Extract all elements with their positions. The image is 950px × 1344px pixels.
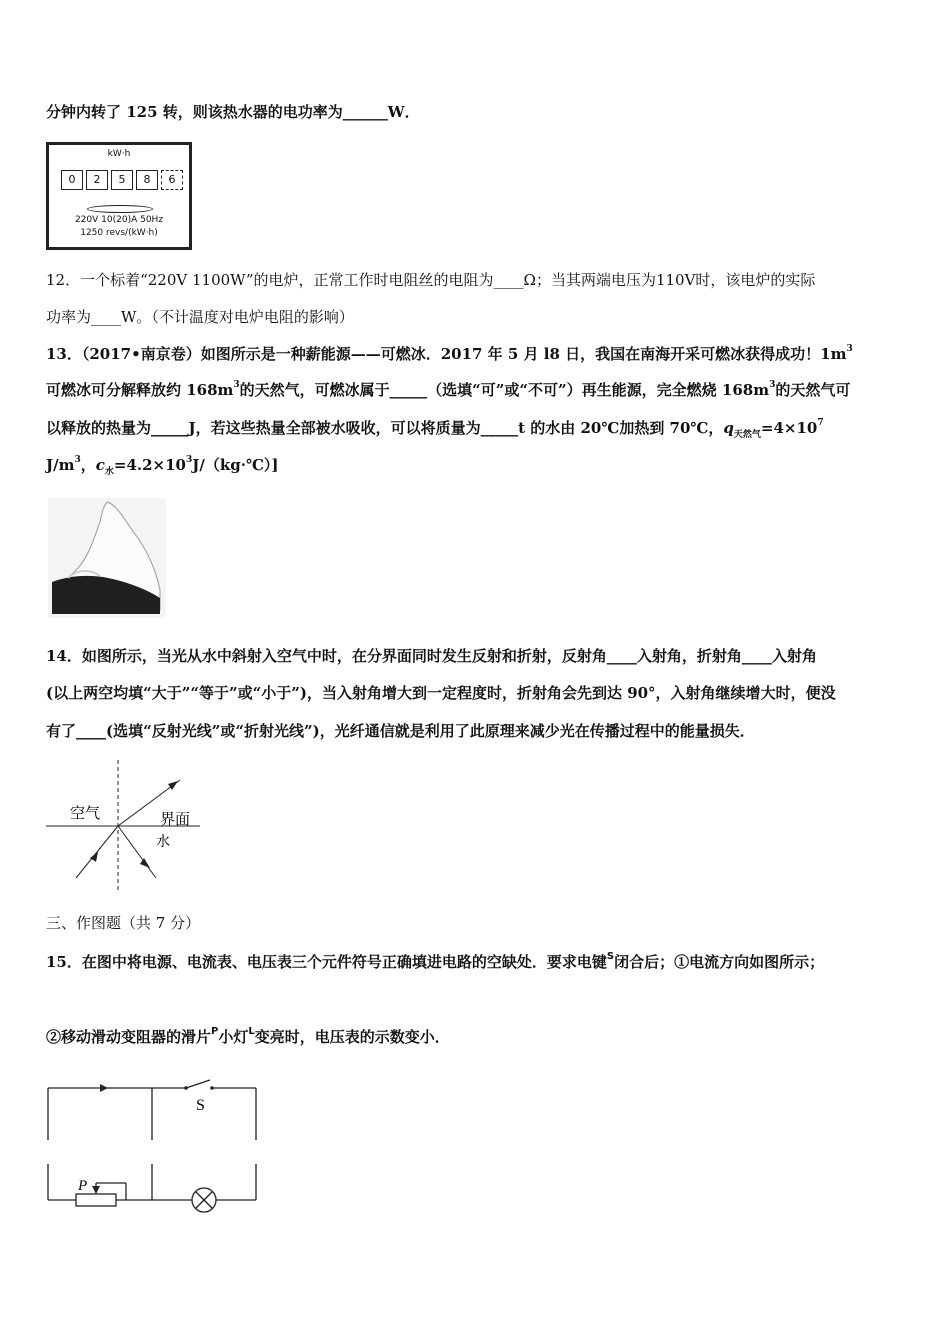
q15-line-1 — [46, 952, 824, 972]
q12-line-1: 12．一个标着“220V 1100W”的电炉，正常工作时电阻丝的电阻为____Ω；当其两端电压为110V时，该电炉的实际 — [46, 271, 816, 289]
q13-text: =4×10 — [760, 419, 818, 437]
q13-text: J/m — [46, 456, 75, 474]
q13-text: 13．（2017•南京卷）如图所示是一种薪能源——可燃冰．2017 年 5 月 l8 日，我国在南海开采可燃冰获得成功！1m — [46, 345, 847, 363]
incident-ray — [76, 826, 118, 878]
q13-text: J/（kg·℃）] — [192, 456, 279, 474]
q13-text: =4.2×10 — [113, 456, 186, 474]
q15-text: 闭合后；①电流方向如图所示； — [614, 953, 825, 971]
rheostat — [76, 1194, 116, 1206]
superscript: 3 — [186, 455, 193, 465]
subscript: 水 — [104, 467, 114, 477]
meter-digit: 0 — [61, 170, 83, 190]
superscript: 3 — [74, 455, 81, 465]
section-3-title: 三、作图题（共 7 分） — [46, 914, 201, 932]
q13-line-1 — [46, 344, 853, 364]
energy-meter-figure — [46, 142, 192, 250]
q15-line-2 — [46, 1027, 450, 1047]
label-water: 水 — [156, 834, 170, 850]
q-symbol: q — [723, 419, 734, 437]
q13-text: 以释放的热量为_____J，若这些热量全部被水吸收，可以将质量为_____t 的水由 20℃加热到 70℃， — [46, 419, 724, 437]
q13-line-2 — [46, 380, 850, 400]
meter-digits — [61, 170, 186, 190]
superscript: 3 — [233, 380, 240, 390]
q13-text: 的天然气可 — [775, 381, 851, 399]
meter-spec-1: 220V 10(20)A 50Hz — [74, 215, 164, 225]
combustible-ice-photo — [48, 498, 166, 618]
superscript: 3 — [769, 380, 776, 390]
q15-text: 变亮时，电压表的示数变小． — [254, 1028, 450, 1046]
q15-text: 15．在图中将电源、电流表、电压表三个元件符号正确填进电路的空缺处．要求电键 — [46, 953, 607, 971]
label-interface: 界面 — [160, 810, 191, 828]
q12-line-2: 功率为____W。（不计温度对电炉电阻的影响） — [46, 308, 354, 326]
superscript: 3 — [846, 344, 853, 354]
meter-digit: 8 — [136, 170, 158, 190]
s-symbol: S — [606, 951, 615, 962]
p-symbol: P — [211, 1026, 219, 1037]
meter-spec-2: 1250 revs/(kW·h) — [80, 228, 158, 238]
refraction-diagram — [40, 760, 220, 895]
q13-text: ， — [80, 456, 96, 474]
reflected-ray — [118, 826, 156, 878]
meter-digit: 6 — [161, 170, 183, 190]
switch-blade — [186, 1080, 210, 1088]
q13-line-3 — [46, 418, 824, 445]
subscript: 天然气 — [733, 430, 761, 440]
q11-tail: 分钟内转了 125 转，则该热水器的电功率为______W． — [46, 103, 420, 121]
l-symbol: L — [248, 1026, 255, 1037]
slider-label: P — [78, 1178, 88, 1194]
switch-label: S — [196, 1097, 205, 1114]
c-symbol: c — [95, 456, 105, 474]
superscript: 7 — [817, 418, 824, 428]
meter-disc — [87, 205, 153, 213]
circuit-diagram — [40, 1078, 270, 1213]
q15-text: ②移动滑动变阻器的滑片 — [46, 1028, 212, 1046]
q13-text: 的天然气，可燃冰属于_____（选填“可”或“不可”）再生能源，完全燃烧 168m — [239, 381, 770, 399]
q14-line-1: 14．如图所示，当光从水中斜射入空气中时，在分界面同时发生反射和折射，反射角____入射角，折射角____入射角 — [46, 647, 817, 665]
meter-digit: 2 — [86, 170, 108, 190]
label-air: 空气 — [70, 804, 101, 822]
current-arrow — [100, 1084, 108, 1092]
q13-text: 可燃冰可分解释放约 168m — [46, 381, 234, 399]
q14-line-2: (以上两空均填“大于”“等于”或“小于”)，当入射角增大到一定程度时，折射角会先到达 90°，入射角继续增大时，便没 — [46, 684, 836, 702]
q13-line-4 — [46, 455, 279, 482]
meter-digit: 5 — [111, 170, 133, 190]
q15-text: 小灯 — [218, 1028, 249, 1046]
q14-line-3: 有了____(选填“反射光线”或“折射光线”)，光纤通信就是利用了此原理来减少光在传播过程中的能量损失． — [46, 722, 755, 740]
meter-unit: kW·h — [107, 149, 131, 159]
